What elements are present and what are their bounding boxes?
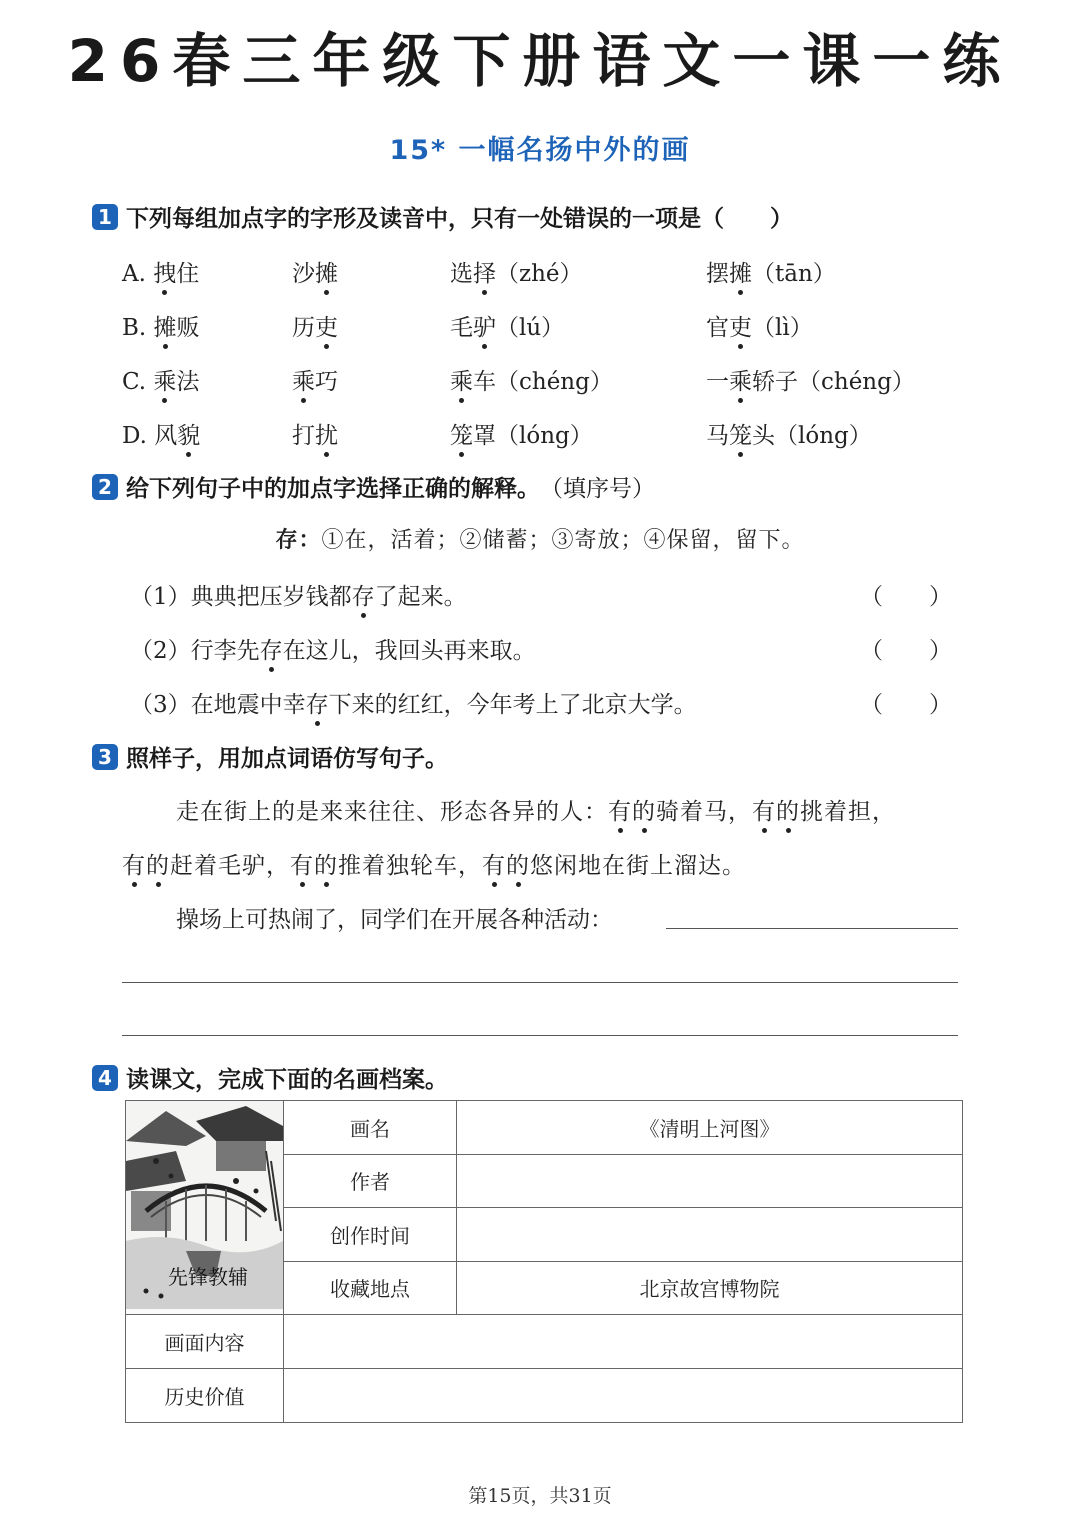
question-number-badge: 2 (92, 474, 118, 500)
definition-line (0, 523, 1080, 554)
question-4-prompt: 读课文，完成下面的名画档案。 (126, 1067, 448, 1093)
word-text: 法 (176, 369, 200, 395)
question-2-heading (92, 470, 655, 503)
option-word (122, 417, 200, 450)
dotted-character: 乘 (153, 363, 176, 396)
question-1-prompt: 下列每组加点字的字形及读音中，只有一处错误的一项是（ ） (126, 206, 793, 232)
option-word (122, 363, 199, 396)
word-text: 毛 (450, 315, 473, 341)
option-word (122, 309, 200, 342)
option-word (706, 309, 813, 342)
option-word (706, 255, 836, 288)
label-historical-value: 历史价值 (126, 1369, 284, 1423)
option-word (122, 255, 199, 288)
question-number-badge: 4 (92, 1065, 118, 1091)
sentence-text: 悠闲地在街上溜达。 (530, 853, 746, 879)
dotted-character: 存 (352, 578, 375, 611)
option-word (450, 417, 593, 450)
dotted-character: 的 (632, 793, 656, 826)
word-text: 车（chéng） (473, 369, 613, 395)
dotted-character: 摊 (154, 309, 177, 342)
sentence-text: 骑着马， (656, 799, 752, 825)
dotted-character: 存 (306, 686, 329, 719)
question-number-badge: 3 (92, 744, 118, 770)
answer-parentheses[interactable]: （ ） (860, 638, 952, 664)
dotted-character: 乘 (729, 363, 752, 396)
table-row (126, 1101, 963, 1155)
dotted-character: 貌 (177, 417, 200, 450)
question-2-prompt: 给下列句子中的加点字选择正确的解释。 (126, 476, 540, 502)
dotted-character: 有 (290, 847, 314, 880)
value-painting-content[interactable] (284, 1315, 963, 1369)
word-text: 罩（lóng） (473, 423, 593, 449)
word-text: （lì） (752, 315, 813, 341)
option-letter: A. (122, 261, 154, 287)
answer-line-3[interactable] (122, 1035, 958, 1036)
word-text: 住 (176, 261, 200, 287)
question-3-heading (92, 740, 448, 773)
dotted-character: 的 (146, 847, 170, 880)
dotted-character: 吏 (315, 309, 338, 342)
option-word (292, 417, 338, 450)
dotted-character: 摊 (729, 255, 752, 288)
word-text: 官 (706, 315, 729, 341)
example-sentence-line-2 (122, 847, 746, 880)
dotted-character: 的 (314, 847, 338, 880)
word-text: 打 (292, 423, 315, 449)
option-word (450, 309, 564, 342)
table-row (126, 1315, 963, 1369)
label-painting-name: 画名 (284, 1101, 457, 1155)
option-row (122, 363, 962, 397)
value-creation-time[interactable] (457, 1208, 963, 1262)
dotted-character: 笼 (729, 417, 752, 450)
sentence-text: 挑着担， (800, 799, 896, 825)
word-text: 风 (154, 423, 178, 449)
option-word (706, 363, 915, 396)
word-text: 沙 (292, 261, 315, 287)
example-sentence-line-1 (176, 793, 896, 826)
value-painting-name[interactable]: 《清明上河图》 (457, 1101, 963, 1155)
label-collection-location: 收藏地点 (284, 1261, 457, 1315)
word-text: 轿子（chéng） (752, 369, 915, 395)
question-number-badge: 1 (92, 204, 118, 230)
dotted-character: 吏 (729, 309, 752, 342)
option-row (122, 255, 962, 289)
word-text: （tān） (752, 261, 836, 287)
dotted-character: 有 (752, 793, 776, 826)
dotted-character: 驴 (473, 309, 496, 342)
lesson-title: 15* 一幅名扬中外的画 (389, 135, 691, 166)
sentence-text: （1）典典把压岁钱都 (130, 584, 352, 610)
option-word (292, 363, 338, 396)
sentence-item (130, 686, 697, 719)
table-row (126, 1369, 963, 1423)
word-text: （zhé） (496, 261, 583, 287)
word-text: 头（lóng） (752, 423, 872, 449)
dotted-character: 有 (608, 793, 632, 826)
dotted-character: 的 (776, 793, 800, 826)
value-collection-location[interactable]: 北京故宫博物院 (457, 1261, 963, 1315)
option-word (450, 255, 583, 288)
option-word (292, 255, 338, 288)
dotted-character: 摊 (315, 255, 338, 288)
question-2-note: （填序号） (540, 476, 655, 502)
label-creation-time: 创作时间 (284, 1208, 457, 1262)
definition-text: ①在，活着；②储蓄；③寄放；④保留，留下。 (321, 528, 805, 553)
option-letter: B. (122, 315, 154, 341)
question-4-heading (92, 1061, 448, 1094)
word-text: 一 (706, 369, 729, 395)
value-historical-value[interactable] (284, 1369, 963, 1423)
value-author[interactable] (457, 1154, 963, 1208)
sentence-item (130, 632, 536, 665)
question-3-prompt: 照样子，用加点词语仿写句子。 (126, 746, 448, 772)
dotted-character: 有 (482, 847, 506, 880)
sentence-text: 推着独轮车， (338, 853, 482, 879)
question-1-heading (92, 200, 793, 233)
label-author: 作者 (284, 1154, 457, 1208)
word-text: 摆 (706, 261, 729, 287)
dotted-character: 存 (260, 632, 283, 665)
option-word (706, 417, 872, 450)
word-text: 马 (706, 423, 729, 449)
word-text: 选 (450, 261, 473, 287)
label-painting-content: 画面内容 (126, 1315, 284, 1369)
dotted-character: 有 (122, 847, 146, 880)
option-letter: C. (122, 369, 154, 395)
sentence-text: 赶着毛驴， (170, 853, 290, 879)
dotted-character: 扰 (315, 417, 338, 450)
dotted-character: 的 (506, 847, 530, 880)
answer-parentheses[interactable]: （ ） (860, 584, 952, 610)
sentence-text: （2）行李先 (130, 638, 260, 664)
watermark-text: 先锋教辅 (168, 1265, 248, 1289)
answer-line-2[interactable] (122, 982, 958, 983)
page-number: 第15页，共31页 (468, 1485, 612, 1507)
definition-word: 存： (275, 527, 322, 553)
option-word (292, 309, 338, 342)
word-text: 巧 (315, 369, 338, 395)
painting-archive-table (125, 1100, 963, 1423)
imitation-task: 操场上可热闹了，同学们在开展各种活动： (176, 907, 613, 933)
dotted-character: 乘 (292, 363, 315, 396)
word-text: 历 (292, 315, 315, 341)
sentence-text: 下来的红红，今年考上了北京大学。 (328, 692, 697, 718)
sentence-item (130, 578, 467, 611)
page-title: 26春三年级下册语文一课一练 (67, 27, 1013, 95)
dotted-character: 乘 (450, 363, 473, 396)
sentence-text: （3）在地震中幸 (130, 692, 306, 718)
answer-line-1[interactable] (666, 928, 958, 929)
option-row (122, 417, 962, 451)
dotted-character: 择 (473, 255, 496, 288)
word-text: （lú） (496, 315, 565, 341)
sentence-text: 了起来。 (374, 584, 467, 610)
option-word (450, 363, 613, 396)
answer-parentheses[interactable]: （ ） (860, 692, 952, 718)
sentence-text: 走在街上的是来来往往、形态各异的人： (176, 799, 608, 825)
option-row (122, 309, 962, 343)
word-text: 贩 (176, 315, 200, 341)
painting-illustration (126, 1101, 284, 1315)
dotted-character: 拽 (153, 255, 176, 288)
dotted-character: 笼 (450, 417, 473, 450)
option-letter: D. (122, 423, 155, 449)
sentence-text: 在这儿，我回头再来取。 (282, 638, 536, 664)
